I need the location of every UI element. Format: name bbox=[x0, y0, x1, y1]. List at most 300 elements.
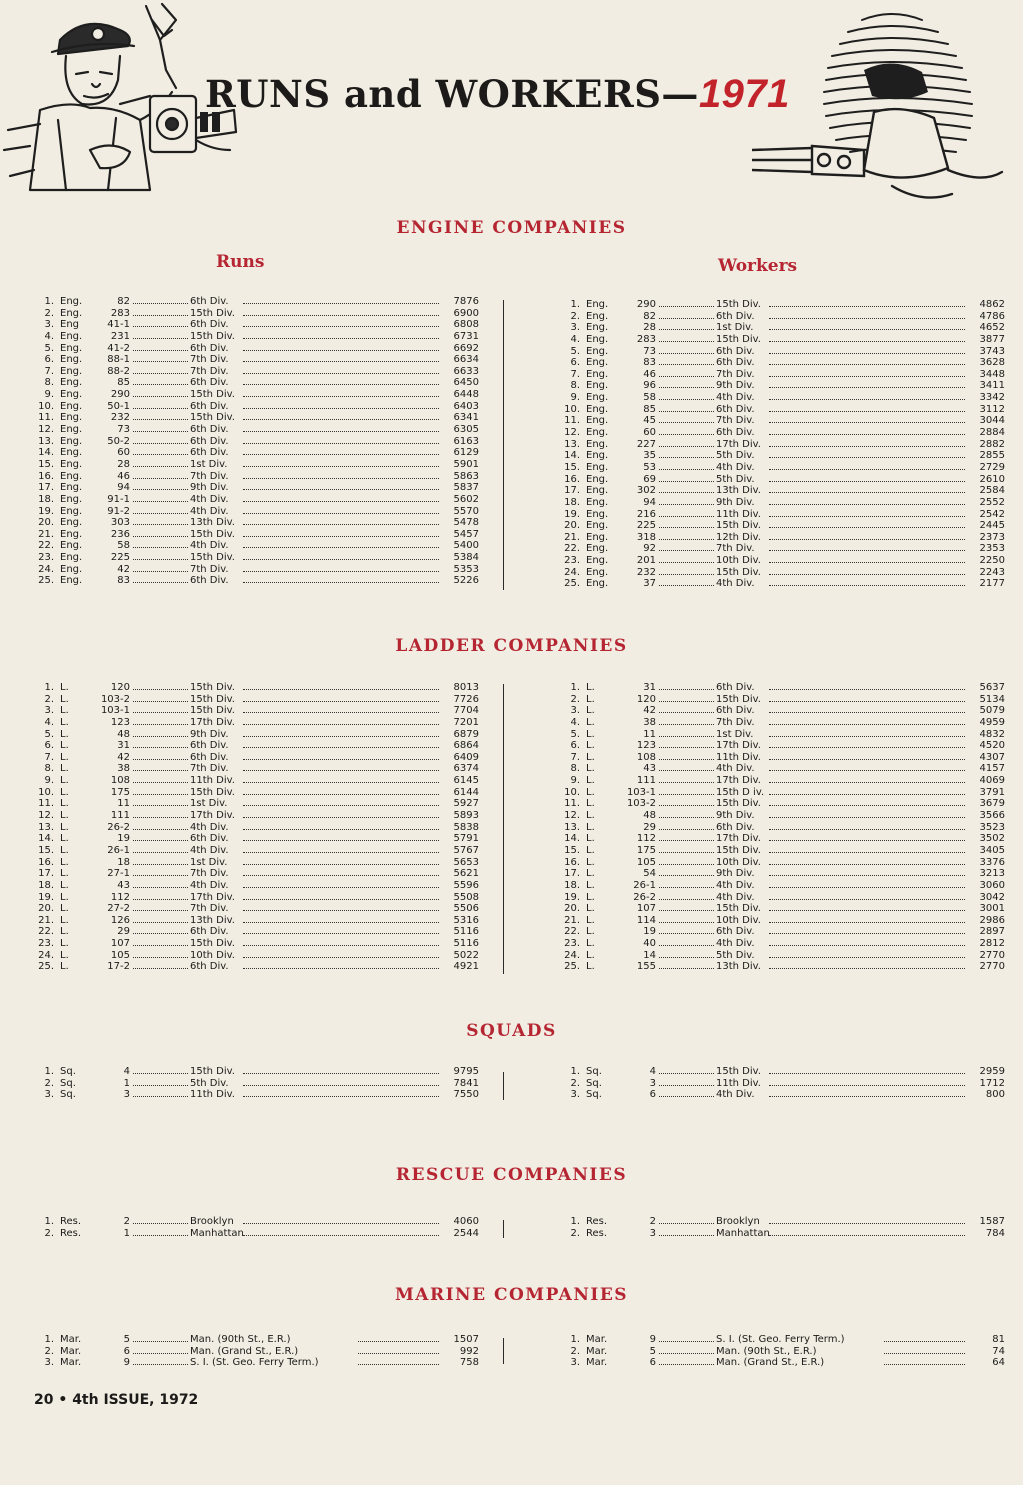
dot-leader bbox=[133, 724, 188, 725]
count: 5506 bbox=[453, 903, 479, 915]
count: 5863 bbox=[453, 470, 479, 482]
division: 6th Div. bbox=[190, 833, 229, 845]
division: 15th Div. bbox=[190, 693, 235, 705]
count: 4786 bbox=[979, 310, 1005, 322]
dot-leader bbox=[659, 492, 714, 493]
rank: 11. bbox=[564, 798, 580, 810]
list-item bbox=[560, 555, 1005, 567]
company-number: 19 bbox=[643, 926, 656, 938]
dot-leader bbox=[769, 527, 965, 528]
company-type: L. bbox=[60, 798, 69, 810]
division: 11th Div. bbox=[716, 508, 761, 520]
company-type: Eng. bbox=[586, 531, 609, 543]
company-number: 5 bbox=[649, 1345, 656, 1357]
company-type: Res. bbox=[586, 1216, 608, 1227]
company-type: Mar. bbox=[60, 1334, 82, 1345]
company-type: Eng. bbox=[60, 365, 83, 377]
list-item bbox=[560, 717, 1005, 729]
count: 5570 bbox=[453, 505, 479, 517]
company-type: Eng. bbox=[586, 485, 609, 497]
rank: 23. bbox=[38, 938, 54, 950]
list-item bbox=[560, 509, 1005, 521]
rank: 24. bbox=[564, 566, 580, 578]
dot-leader bbox=[659, 434, 714, 435]
division: 7th Div. bbox=[190, 903, 229, 915]
rank: 23. bbox=[38, 552, 54, 564]
company-type: Eng. bbox=[60, 552, 83, 564]
list-item bbox=[34, 575, 479, 587]
dot-leader bbox=[769, 805, 965, 806]
company-type: Sq. bbox=[60, 1066, 76, 1077]
dot-leader bbox=[769, 422, 965, 423]
rank: 24. bbox=[564, 949, 580, 961]
list-item bbox=[34, 1228, 479, 1240]
company-type: Eng. bbox=[586, 543, 609, 555]
dot-leader bbox=[659, 318, 714, 319]
dot-leader bbox=[133, 431, 188, 432]
count: 3877 bbox=[979, 333, 1005, 345]
division: 1st Div. bbox=[716, 322, 754, 334]
rank: 6. bbox=[570, 740, 580, 752]
division: S. I. (St. Geo. Ferry Term.) bbox=[716, 1334, 845, 1345]
company-number: 231 bbox=[110, 330, 130, 342]
company-type: Eng. bbox=[586, 520, 609, 532]
dot-leader bbox=[243, 384, 439, 385]
dot-leader bbox=[659, 922, 714, 923]
dot-leader bbox=[769, 899, 965, 900]
rank: 7. bbox=[44, 365, 54, 377]
dot-leader bbox=[769, 736, 965, 737]
company-type: L. bbox=[60, 693, 69, 705]
company-type: Eng. bbox=[60, 389, 83, 401]
company-number: 58 bbox=[643, 392, 656, 404]
count: 2812 bbox=[979, 938, 1005, 950]
company-number: 14 bbox=[643, 949, 656, 961]
list-item bbox=[560, 450, 1005, 462]
division: 6th Div. bbox=[716, 345, 755, 357]
company-type: Eng. bbox=[60, 505, 83, 517]
list-item bbox=[34, 961, 479, 973]
dot-leader bbox=[243, 887, 439, 888]
company-type: L. bbox=[60, 938, 69, 950]
count: 6145 bbox=[453, 775, 479, 787]
division: 11th Div. bbox=[716, 1077, 761, 1089]
rank: 20. bbox=[564, 520, 580, 532]
dot-leader bbox=[133, 875, 188, 876]
dot-leader bbox=[243, 315, 439, 316]
company-number: 175 bbox=[110, 786, 130, 798]
list-item bbox=[34, 810, 479, 822]
list-item bbox=[560, 705, 1005, 717]
rank: 1. bbox=[44, 682, 54, 693]
list-item bbox=[34, 938, 479, 950]
company-number: 175 bbox=[636, 844, 656, 856]
dot-leader bbox=[769, 701, 965, 702]
company-number: 69 bbox=[643, 473, 656, 485]
company-type: L. bbox=[586, 740, 595, 752]
count: 5457 bbox=[453, 528, 479, 540]
engine-section-heading: ENGINE COMPANIES bbox=[396, 218, 627, 238]
dot-leader bbox=[769, 562, 965, 563]
company-number: 31 bbox=[643, 682, 656, 693]
dot-leader bbox=[133, 794, 188, 795]
company-type: L. bbox=[586, 914, 595, 926]
rank: 11. bbox=[38, 798, 54, 810]
dot-leader bbox=[133, 1096, 188, 1097]
dot-leader bbox=[243, 338, 439, 339]
list-item bbox=[560, 729, 1005, 741]
company-number: 9 bbox=[123, 1357, 130, 1369]
division: 5th Div. bbox=[716, 473, 755, 485]
company-number: 120 bbox=[110, 682, 130, 693]
list-item bbox=[34, 705, 479, 717]
company-type: Eng bbox=[60, 319, 80, 331]
company-number: 94 bbox=[117, 482, 130, 494]
rank: 7. bbox=[570, 751, 580, 763]
list-item bbox=[34, 775, 479, 787]
division: 6th Div. bbox=[716, 357, 755, 369]
rank: 6. bbox=[44, 740, 54, 752]
company-number: 108 bbox=[110, 775, 130, 787]
division: 6th Div. bbox=[716, 427, 755, 439]
division: 1st Div. bbox=[190, 856, 228, 868]
division: 15th Div. bbox=[190, 528, 235, 540]
company-type: Sq. bbox=[60, 1077, 76, 1089]
rank: 24. bbox=[38, 563, 54, 575]
dot-leader bbox=[659, 387, 714, 388]
division: 6th Div. bbox=[190, 751, 229, 763]
count: 6633 bbox=[453, 365, 479, 377]
dot-leader bbox=[769, 574, 965, 575]
company-number: 73 bbox=[643, 345, 656, 357]
rank: 1. bbox=[570, 1216, 580, 1227]
division: 15th Div. bbox=[190, 938, 235, 950]
dot-leader bbox=[133, 899, 188, 900]
list-item bbox=[560, 380, 1005, 392]
dot-leader bbox=[133, 547, 188, 548]
rank: 18. bbox=[564, 879, 580, 891]
count: 5116 bbox=[453, 926, 479, 938]
dot-leader bbox=[133, 408, 188, 409]
rank: 4. bbox=[570, 333, 580, 345]
rank: 14. bbox=[564, 450, 580, 462]
dot-leader bbox=[769, 875, 965, 876]
rank: 1. bbox=[570, 1334, 580, 1345]
division: 17th Div. bbox=[716, 775, 761, 787]
page-title bbox=[205, 72, 790, 117]
division: 15th Div. bbox=[716, 844, 761, 856]
company-number: 19 bbox=[117, 833, 130, 845]
count: 7550 bbox=[453, 1089, 479, 1101]
company-number: 227 bbox=[636, 438, 656, 450]
list-item bbox=[560, 334, 1005, 346]
company-type: Eng. bbox=[586, 368, 609, 380]
company-type: Eng. bbox=[586, 496, 609, 508]
dot-leader bbox=[243, 1096, 439, 1097]
dot-leader bbox=[659, 504, 714, 505]
list-item bbox=[34, 787, 479, 799]
company-number: 6 bbox=[649, 1089, 656, 1101]
count: 5901 bbox=[453, 458, 479, 470]
list-item bbox=[560, 798, 1005, 810]
division: 6th Div. bbox=[190, 447, 229, 459]
division: 4th Div. bbox=[190, 505, 229, 517]
company-type: L. bbox=[586, 728, 595, 740]
company-number: 120 bbox=[636, 693, 656, 705]
dot-leader bbox=[659, 759, 714, 760]
dot-leader bbox=[769, 376, 965, 377]
count: 2250 bbox=[979, 555, 1005, 567]
dot-leader bbox=[243, 443, 439, 444]
division: 15th Div. bbox=[716, 333, 761, 345]
fireman-pump-illustration bbox=[0, 0, 240, 205]
list-item bbox=[560, 485, 1005, 497]
rank: 17. bbox=[564, 485, 580, 497]
count: 5079 bbox=[979, 705, 1005, 717]
count: 784 bbox=[985, 1227, 1005, 1239]
company-type: Eng. bbox=[60, 342, 83, 354]
count: 3448 bbox=[979, 368, 1005, 380]
dot-leader bbox=[243, 805, 439, 806]
list-item bbox=[34, 682, 479, 694]
rank: 11. bbox=[564, 415, 580, 427]
dot-leader bbox=[243, 524, 439, 525]
squads-column-divider bbox=[503, 1072, 504, 1100]
company-type: Sq. bbox=[60, 1089, 76, 1101]
dot-leader bbox=[659, 306, 714, 307]
dot-leader bbox=[659, 933, 714, 934]
rank: 2. bbox=[44, 307, 54, 319]
issue-label: 4th ISSUE, 1972 bbox=[72, 1392, 199, 1408]
division: 15th Div. bbox=[716, 566, 761, 578]
company-number: 123 bbox=[110, 716, 130, 728]
dot-leader bbox=[243, 1223, 439, 1224]
company-type: L. bbox=[586, 821, 595, 833]
rank: 20. bbox=[564, 903, 580, 915]
dot-leader bbox=[659, 446, 714, 447]
company-number: 46 bbox=[643, 368, 656, 380]
company-number: 2 bbox=[649, 1216, 656, 1227]
count: 3679 bbox=[979, 798, 1005, 810]
count: 5893 bbox=[453, 810, 479, 822]
division: 4th Div. bbox=[190, 879, 229, 891]
company-number: 48 bbox=[643, 810, 656, 822]
dot-leader bbox=[769, 329, 965, 330]
company-number: 4 bbox=[649, 1066, 656, 1077]
count: 74 bbox=[992, 1345, 1005, 1357]
company-type: Eng. bbox=[60, 517, 83, 529]
list-item bbox=[34, 717, 479, 729]
division: 4th Div. bbox=[716, 461, 755, 473]
rank: 17. bbox=[564, 868, 580, 880]
division: 7th Div. bbox=[716, 716, 755, 728]
dot-leader bbox=[133, 829, 188, 830]
list-item bbox=[560, 787, 1005, 799]
list-item bbox=[34, 845, 479, 857]
dot-leader bbox=[659, 712, 714, 713]
count: 5134 bbox=[979, 693, 1005, 705]
dot-leader bbox=[769, 957, 965, 958]
division: 17th Div. bbox=[190, 810, 235, 822]
list-item bbox=[560, 868, 1005, 880]
count: 4069 bbox=[979, 775, 1005, 787]
division: Brooklyn bbox=[716, 1216, 760, 1227]
company-type: Mar. bbox=[586, 1357, 608, 1369]
marine-workers-list bbox=[560, 1334, 1005, 1369]
dot-leader bbox=[243, 454, 439, 455]
dot-leader bbox=[659, 364, 714, 365]
rank: 8. bbox=[44, 377, 54, 389]
dot-leader bbox=[659, 1341, 714, 1342]
company-type: Eng. bbox=[60, 447, 83, 459]
division: 4th Div. bbox=[190, 493, 229, 505]
dot-leader bbox=[243, 864, 439, 865]
list-item bbox=[560, 1334, 1005, 1346]
list-item bbox=[560, 369, 1005, 381]
division: 13th Div. bbox=[190, 914, 235, 926]
company-type: Eng. bbox=[586, 461, 609, 473]
count: 2610 bbox=[979, 473, 1005, 485]
company-type: Eng. bbox=[586, 438, 609, 450]
company-type: Eng. bbox=[60, 528, 83, 540]
rank: 2. bbox=[570, 1077, 580, 1089]
count: 6341 bbox=[453, 412, 479, 424]
rank: 22. bbox=[564, 543, 580, 555]
count: 4307 bbox=[979, 751, 1005, 763]
company-number: 5 bbox=[123, 1334, 130, 1345]
division: 15th Div. bbox=[716, 798, 761, 810]
division: 15th Div. bbox=[716, 1066, 761, 1077]
list-item bbox=[34, 950, 479, 962]
dot-leader bbox=[769, 516, 965, 517]
list-item bbox=[34, 1334, 479, 1346]
dot-leader bbox=[769, 968, 965, 969]
division: 6th Div. bbox=[190, 926, 229, 938]
company-number: 28 bbox=[643, 322, 656, 334]
company-type: Eng. bbox=[60, 482, 83, 494]
dot-leader bbox=[133, 1341, 188, 1342]
count: 6731 bbox=[453, 330, 479, 342]
division: 15th Div. bbox=[190, 1066, 235, 1077]
list-item bbox=[34, 506, 479, 518]
list-item bbox=[560, 578, 1005, 590]
rank: 4. bbox=[570, 716, 580, 728]
company-type: L. bbox=[60, 716, 69, 728]
company-number: 82 bbox=[643, 310, 656, 322]
count: 6448 bbox=[453, 389, 479, 401]
dot-leader bbox=[243, 559, 439, 560]
company-type: Res. bbox=[60, 1227, 82, 1239]
dot-leader bbox=[659, 747, 714, 748]
list-item bbox=[560, 532, 1005, 544]
company-number: 17-2 bbox=[107, 961, 130, 973]
dot-leader bbox=[243, 571, 439, 572]
list-item bbox=[560, 775, 1005, 787]
dot-leader bbox=[659, 945, 714, 946]
count: 5927 bbox=[453, 798, 479, 810]
count: 3060 bbox=[979, 879, 1005, 891]
list-item bbox=[560, 543, 1005, 555]
count: 5621 bbox=[453, 868, 479, 880]
list-item bbox=[560, 845, 1005, 857]
division: 6th Div. bbox=[190, 740, 229, 752]
rank: 16. bbox=[38, 856, 54, 868]
list-item bbox=[34, 459, 479, 471]
count: 6634 bbox=[453, 354, 479, 366]
dot-leader bbox=[659, 724, 714, 725]
company-type: L. bbox=[586, 775, 595, 787]
company-number: 58 bbox=[117, 540, 130, 552]
company-number: 232 bbox=[110, 412, 130, 424]
division: 6th Div. bbox=[716, 705, 755, 717]
company-number: 37 bbox=[643, 578, 656, 590]
count: 3376 bbox=[979, 856, 1005, 868]
company-type: Eng. bbox=[60, 354, 83, 366]
list-item bbox=[34, 915, 479, 927]
company-number: 11 bbox=[643, 728, 656, 740]
rank: 2. bbox=[570, 693, 580, 705]
list-item bbox=[34, 892, 479, 904]
dot-leader bbox=[243, 431, 439, 432]
dot-leader bbox=[769, 446, 965, 447]
rank: 5. bbox=[570, 728, 580, 740]
company-type: Eng. bbox=[60, 435, 83, 447]
dot-leader bbox=[769, 364, 965, 365]
rank: 14. bbox=[38, 447, 54, 459]
rank: 14. bbox=[564, 833, 580, 845]
ladder-runs-list bbox=[34, 682, 479, 973]
count: 6403 bbox=[453, 400, 479, 412]
rank: 2. bbox=[570, 1227, 580, 1239]
dot-leader bbox=[769, 504, 965, 505]
company-number: 225 bbox=[636, 520, 656, 532]
dot-leader bbox=[769, 794, 965, 795]
company-type: Eng. bbox=[60, 458, 83, 470]
rank: 15. bbox=[38, 844, 54, 856]
list-item bbox=[560, 857, 1005, 869]
ladder-workers-list bbox=[560, 682, 1005, 973]
division: 1st Div. bbox=[716, 728, 754, 740]
count: 5116 bbox=[453, 938, 479, 950]
company-number: 236 bbox=[110, 528, 130, 540]
dot-leader bbox=[243, 875, 439, 876]
dot-leader bbox=[243, 840, 439, 841]
dot-leader bbox=[769, 399, 965, 400]
company-number: 26-2 bbox=[633, 891, 656, 903]
dot-leader bbox=[243, 852, 439, 853]
count: 3001 bbox=[979, 903, 1005, 915]
division: 9th Div. bbox=[716, 810, 755, 822]
dot-leader bbox=[659, 887, 714, 888]
company-number: 6 bbox=[123, 1345, 130, 1357]
dot-leader bbox=[769, 387, 965, 388]
list-item bbox=[34, 552, 479, 564]
dot-leader bbox=[133, 1364, 188, 1365]
list-item bbox=[34, 857, 479, 869]
dot-leader bbox=[769, 864, 965, 865]
company-type: L. bbox=[60, 879, 69, 891]
workers-column-heading: Workers bbox=[718, 256, 798, 276]
dot-leader bbox=[133, 338, 188, 339]
count: 2542 bbox=[979, 508, 1005, 520]
count: 5478 bbox=[453, 517, 479, 529]
company-number: 60 bbox=[643, 427, 656, 439]
company-type: Eng. bbox=[586, 380, 609, 392]
count: 3411 bbox=[979, 380, 1005, 392]
dot-leader bbox=[769, 1235, 965, 1236]
company-number: 26-2 bbox=[107, 821, 130, 833]
division: 15th Div. bbox=[190, 307, 235, 319]
